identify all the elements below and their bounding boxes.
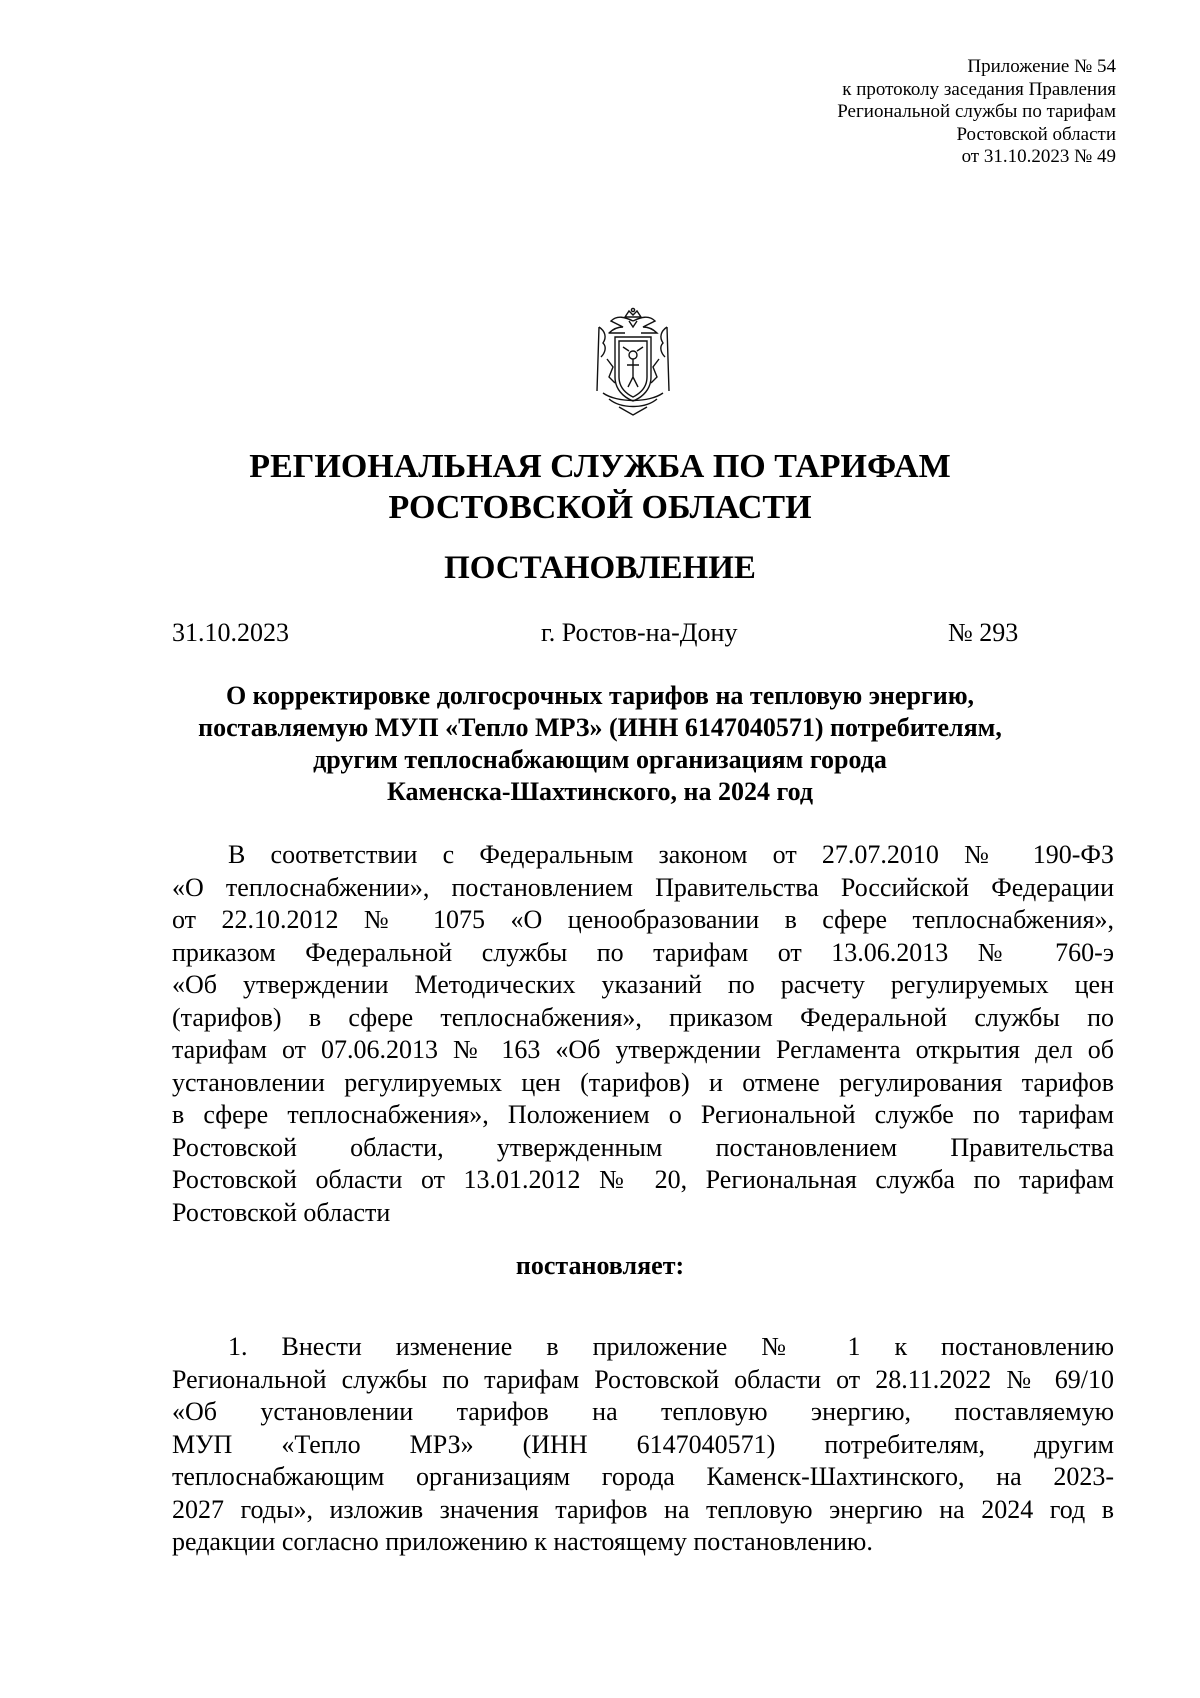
rostov-oblast-coat-of-arms-icon: [589, 307, 677, 417]
appendix-line: от 31.10.2023 № 49: [961, 146, 1116, 167]
preamble-paragraph: [172, 839, 1114, 1229]
preamble-line: «О теплоснабжении», постановлением Правительства Российской Федерации: [172, 872, 1114, 902]
preamble-line: (тарифов) в сфере теплоснабжения», приказом Федеральной службы по: [172, 1002, 1114, 1032]
appendix-line: Приложение № 54: [967, 56, 1116, 77]
item-line: 1. Внести изменение в приложение № 1 к постановлению: [228, 1332, 1114, 1361]
preamble-line: Ростовской области: [172, 1197, 391, 1227]
preamble-line: Ростовской области от 13.01.2012 № 20, Региональная служба по тарифам: [172, 1165, 1114, 1194]
organization-title: [0, 446, 1200, 528]
subject-line: другим теплоснабжающим организациям города: [313, 745, 887, 774]
preamble-line: от 22.10.2012 № 1075 «О ценообразовании в сфере теплоснабжения»,: [172, 905, 1114, 934]
subject-line: поставляемую МУП «Тепло МРЗ» (ИНН 6147040571) потребителям,: [198, 713, 1002, 742]
appendix-line: Региональной службы по тарифам: [837, 101, 1116, 122]
item-line: 2027 годы», изложив значения тарифов на тепловую энергию на 2024 год в: [172, 1494, 1114, 1524]
document-type-heading: ПОСТАНОВЛЕНИЕ: [444, 550, 756, 586]
organization-title-line: РОСТОВСКОЙ ОБЛАСТИ: [388, 489, 812, 526]
preamble-line: «Об утверждении Методических указаний по расчету регулируемых цен: [172, 970, 1114, 999]
preamble-line: В соответствии с Федеральным законом от 27.07.2010 № 190-ФЗ: [228, 840, 1114, 869]
preamble-line: тарифам от 07.06.2013 № 163 «Об утверждении Регламента открытия дел об: [172, 1035, 1114, 1064]
subject-line: О корректировке долгосрочных тарифов на тепловую энергию,: [225, 681, 975, 710]
resolution-item-1: [172, 1331, 1114, 1559]
appendix-line: к протоколу заседания Правления: [842, 78, 1116, 100]
organization-title-line: РЕГИОНАЛЬНАЯ СЛУЖБА ПО ТАРИФАМ: [249, 448, 951, 485]
item-line: МУП «Тепло МРЗ» (ИНН 6147040571) потребителям, другим: [172, 1429, 1114, 1459]
item-line: Региональной службы по тарифам Ростовской области от 28.11.2022 № 69/10: [172, 1364, 1114, 1394]
preamble-line: установлении регулируемых цен (тарифов) и отмене регулирования тарифов: [172, 1067, 1114, 1097]
item-line: «Об установлении тарифов на тепловую энергию, поставляемую: [172, 1397, 1114, 1426]
appendix-note: [596, 56, 1116, 169]
preamble-line: приказом Федеральной службы по тарифам от 13.06.2013 № 760-э: [172, 937, 1114, 967]
document-subject: [0, 680, 1200, 808]
subject-line: Каменска-Шахтинского, на 2024 год: [386, 777, 814, 806]
document-date: 31.10.2023: [172, 618, 289, 647]
document-meta-row: [172, 616, 1030, 650]
document-number: № 293: [948, 618, 1019, 647]
item-line: теплоснабжающим организациям города Каменск-Шахтинского, на 2023-: [172, 1462, 1114, 1491]
document-city: г. Ростов-на-Дону: [541, 618, 738, 647]
appendix-line: Ростовской области: [956, 123, 1116, 145]
item-line: редакции согласно приложению к настоящему постановлению.: [172, 1527, 873, 1556]
preamble-line: Ростовской области, утвержденным постановлением Правительства: [172, 1132, 1114, 1162]
preamble-line: в сфере теплоснабжения», Положением о Региональной службе по тарифам: [172, 1100, 1114, 1129]
resolves-heading: постановляет:: [515, 1251, 685, 1280]
